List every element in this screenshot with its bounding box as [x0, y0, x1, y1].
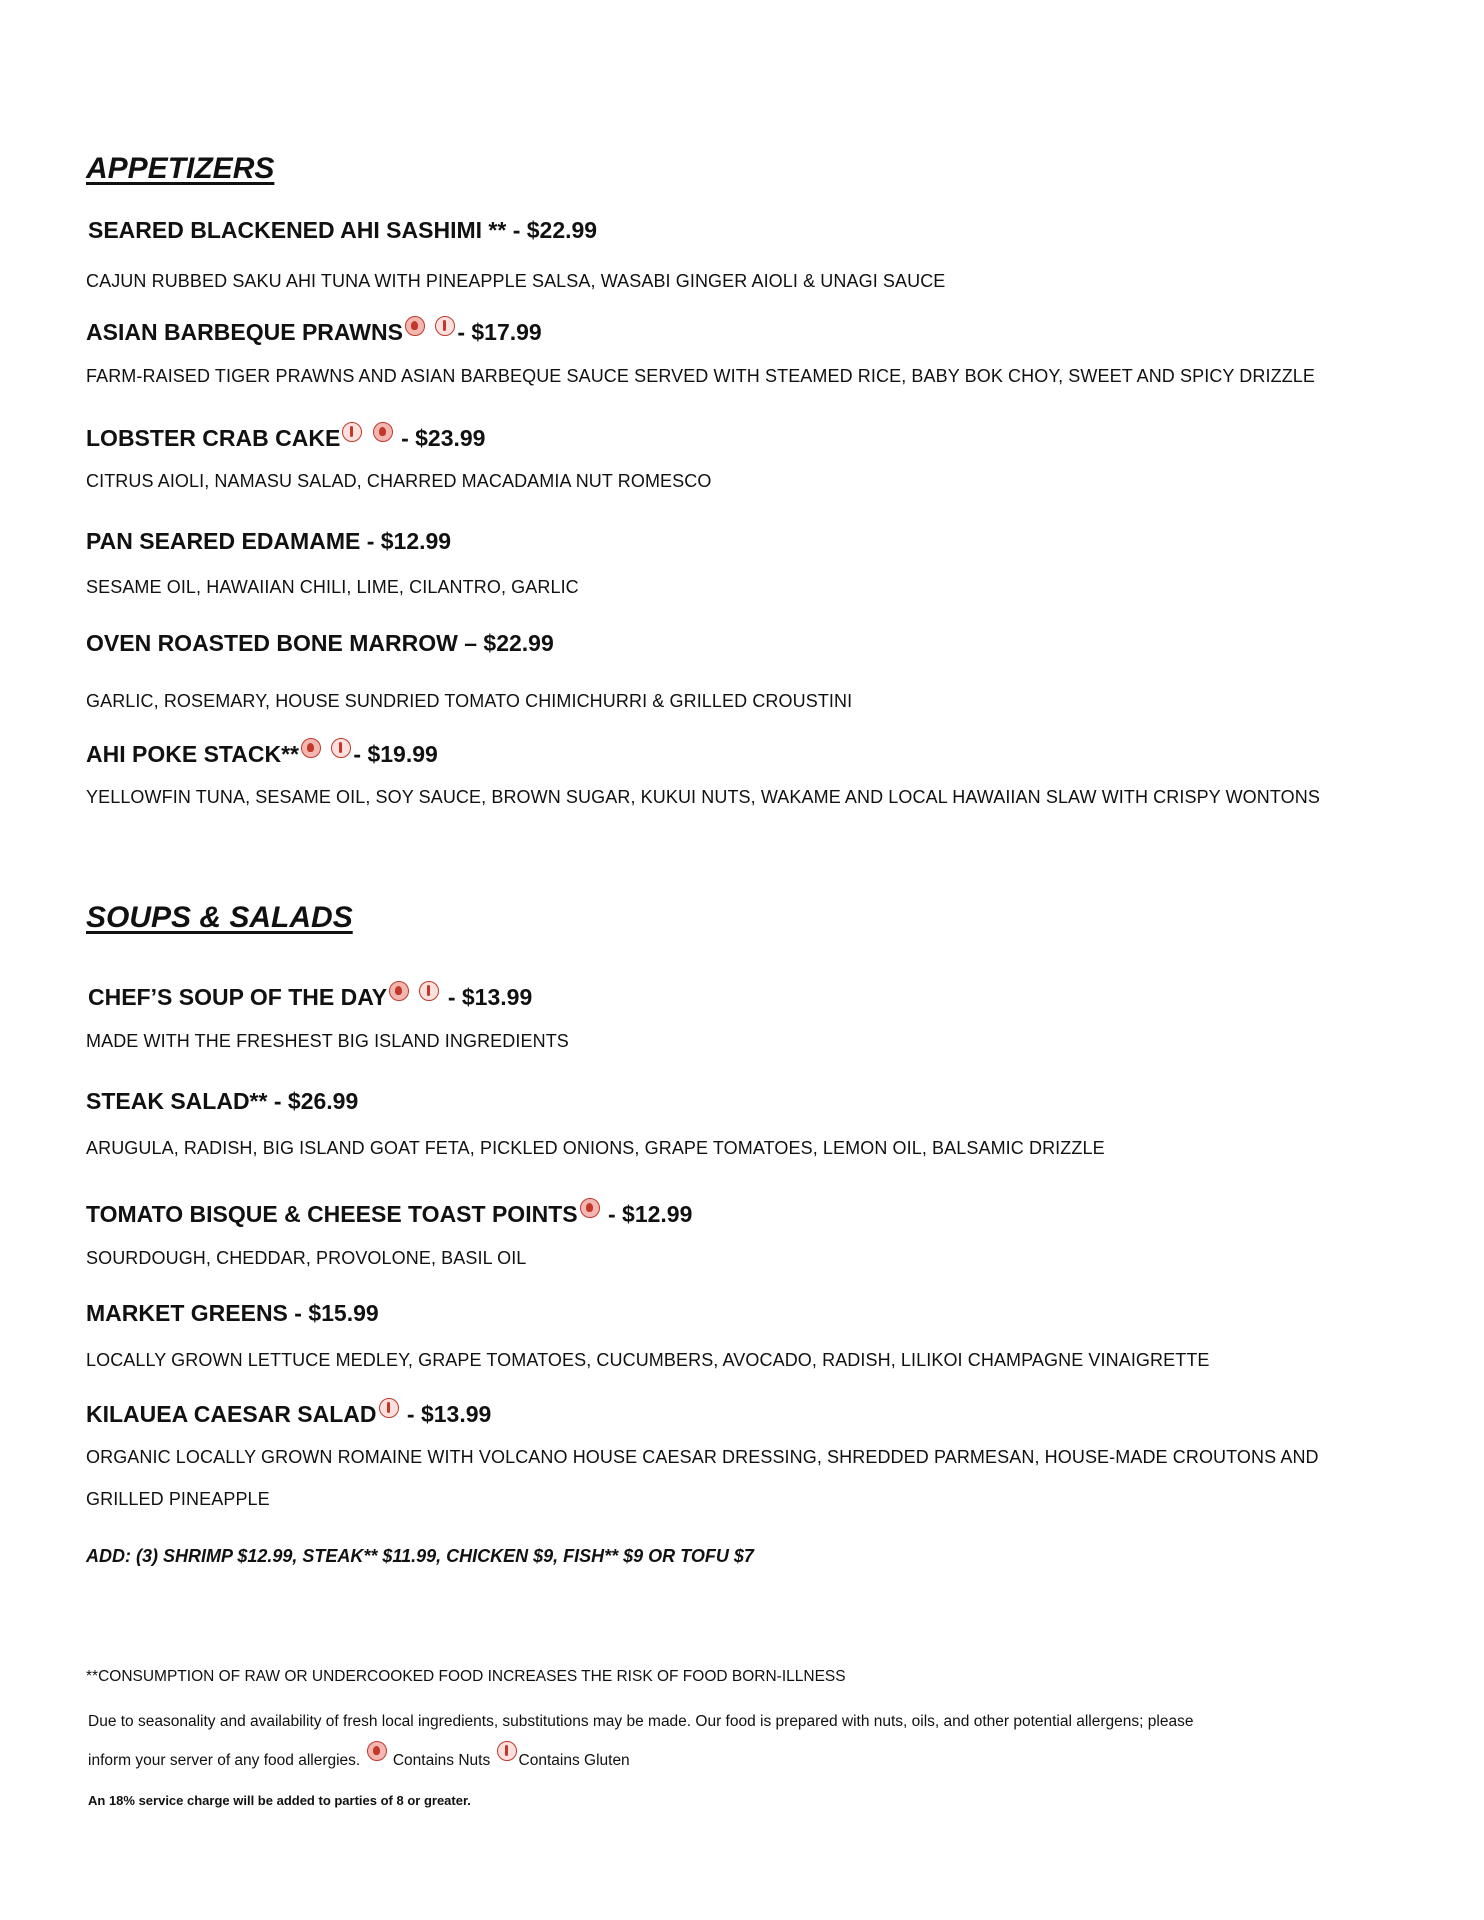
menu-item-desc: MADE WITH THE FRESHEST BIG ISLAND INGREDIENTS: [86, 1031, 569, 1051]
menu-item-title: CHEF’S SOUP OF THE DAY: [88, 984, 388, 1010]
menu-item-ahi-sashimi: SEARED BLACKENED AHI SASHIMI ** - $22.99: [88, 217, 598, 243]
gluten-icon: [342, 422, 362, 442]
menu-item-steak-salad: STEAK SALAD** - $26.99: [86, 1088, 359, 1114]
add-on-note: ADD: (3) SHRIMP $12.99, STEAK** $11.99, CHICKEN $9, FISH** $9 OR TOFU $7: [86, 1546, 754, 1566]
menu-item-title: AHI POKE STACK**: [86, 741, 299, 767]
menu-item-desc: YELLOWFIN TUNA, SESAME OIL, SOY SAUCE, BROWN SUGAR, KUKUI NUTS, WAKAME AND LOCAL HAWAIIAN SLAW WITH CRISPY WONTONS: [86, 787, 1320, 807]
menu-item-desc: SOURDOUGH, CHEDDAR, PROVOLONE, BASIL OIL: [86, 1248, 527, 1268]
legend-nuts: Contains Nuts: [392, 1752, 491, 1769]
gluten-icon: [331, 738, 351, 758]
menu-item-market-greens: MARKET GREENS - $15.99: [86, 1300, 379, 1326]
service-charge-note: An 18% service charge will be added to parties of 8 or greater.: [88, 1793, 471, 1808]
allergy-notice-continued: [88, 1741, 630, 1770]
menu-item-price: - $12.99: [607, 1201, 693, 1227]
menu-item-title: LOBSTER CRAB CAKE: [86, 425, 341, 451]
menu-item-desc: LOCALLY GROWN LETTUCE MEDLEY, GRAPE TOMATOES, CUCUMBERS, AVOCADO, RADISH, LILIKOI CHAMPAGNE VINAIGRETTE: [86, 1350, 1210, 1370]
menu-item-title: ASIAN BARBEQUE PRAWNS: [86, 319, 403, 345]
menu-item-desc: SESAME OIL, HAWAIIAN CHILI, LIME, CILANTRO, GARLIC: [86, 577, 579, 597]
menu-item-price: - $19.99: [353, 741, 438, 767]
nut-icon: [405, 316, 425, 336]
section-title-appetizers: APPETIZERS: [86, 152, 275, 185]
menu-item-price: - $23.99: [401, 425, 486, 451]
menu-item-edamame: PAN SEARED EDAMAME - $12.99: [86, 528, 452, 554]
legend-gluten: Contains Gluten: [518, 1752, 630, 1769]
nut-icon: [389, 981, 409, 1001]
menu-item-desc: ARUGULA, RADISH, BIG ISLAND GOAT FETA, PICKLED ONIONS, GRAPE TOMATOES, LEMON OIL, BALSAMIC DRIZZLE: [86, 1138, 1105, 1158]
nut-icon: [373, 422, 393, 442]
menu-item-price: - $13.99: [406, 1401, 492, 1427]
menu-item-desc-continued: GRILLED PINEAPPLE: [86, 1489, 270, 1509]
gluten-icon: [497, 1741, 517, 1761]
nut-icon: [301, 738, 321, 758]
allergy-notice-text: inform your server of any food allergies.: [88, 1752, 361, 1769]
menu-item-desc: GARLIC, ROSEMARY, HOUSE SUNDRIED TOMATO CHIMICHURRI & GRILLED CROUSTINI: [86, 691, 853, 711]
menu-item-bbq-prawns: [86, 316, 542, 346]
menu-item-soup-of-day: [88, 981, 532, 1011]
section-title-soups-salads: SOUPS & SALADS: [86, 901, 353, 934]
allergy-notice: Due to seasonality and availability of fresh local ingredients, substitutions may be made. Our food is prepared with nuts, oils, and other potential allergens; please: [88, 1713, 1194, 1730]
gluten-icon: [419, 981, 439, 1001]
menu-item-poke-stack: [86, 738, 438, 768]
menu-item-crab-cake: [86, 422, 485, 452]
menu-item-title: TOMATO BISQUE & CHEESE TOAST POINTS: [86, 1201, 578, 1227]
menu-item-desc: CITRUS AIOLI, NAMASU SALAD, CHARRED MACADAMIA NUT ROMESCO: [86, 471, 712, 491]
menu-item-bone-marrow: OVEN ROASTED BONE MARROW – $22.99: [86, 630, 554, 656]
menu-item-desc: FARM-RAISED TIGER PRAWNS AND ASIAN BARBEQUE SAUCE SERVED WITH STEAMED RICE, BABY BOK CHOY, SWEET AND SPICY DRIZZLE: [86, 366, 1316, 386]
menu-item-caesar-salad: [86, 1398, 491, 1428]
menu-item-desc: ORGANIC LOCALLY GROWN ROMAINE WITH VOLCANO HOUSE CAESAR DRESSING, SHREDDED PARMESAN, HOUSE-MADE CROUTONS AND: [86, 1447, 1319, 1467]
menu-item-tomato-bisque: [86, 1198, 692, 1228]
gluten-icon: [379, 1398, 399, 1418]
nut-icon: [580, 1198, 600, 1218]
menu-item-price: - $17.99: [457, 319, 542, 345]
nut-icon: [367, 1741, 387, 1761]
menu-item-price: - $13.99: [441, 984, 533, 1010]
raw-food-warning: **CONSUMPTION OF RAW OR UNDERCOOKED FOOD INCREASES THE RISK OF FOOD BORN-ILLNESS: [86, 1668, 846, 1685]
menu-item-title: KILAUEA CAESAR SALAD: [86, 1401, 377, 1427]
menu-item-desc: CAJUN RUBBED SAKU AHI TUNA WITH PINEAPPLE SALSA, WASABI GINGER AIOLI & UNAGI SAUCE: [86, 271, 946, 291]
gluten-icon: [435, 316, 455, 336]
